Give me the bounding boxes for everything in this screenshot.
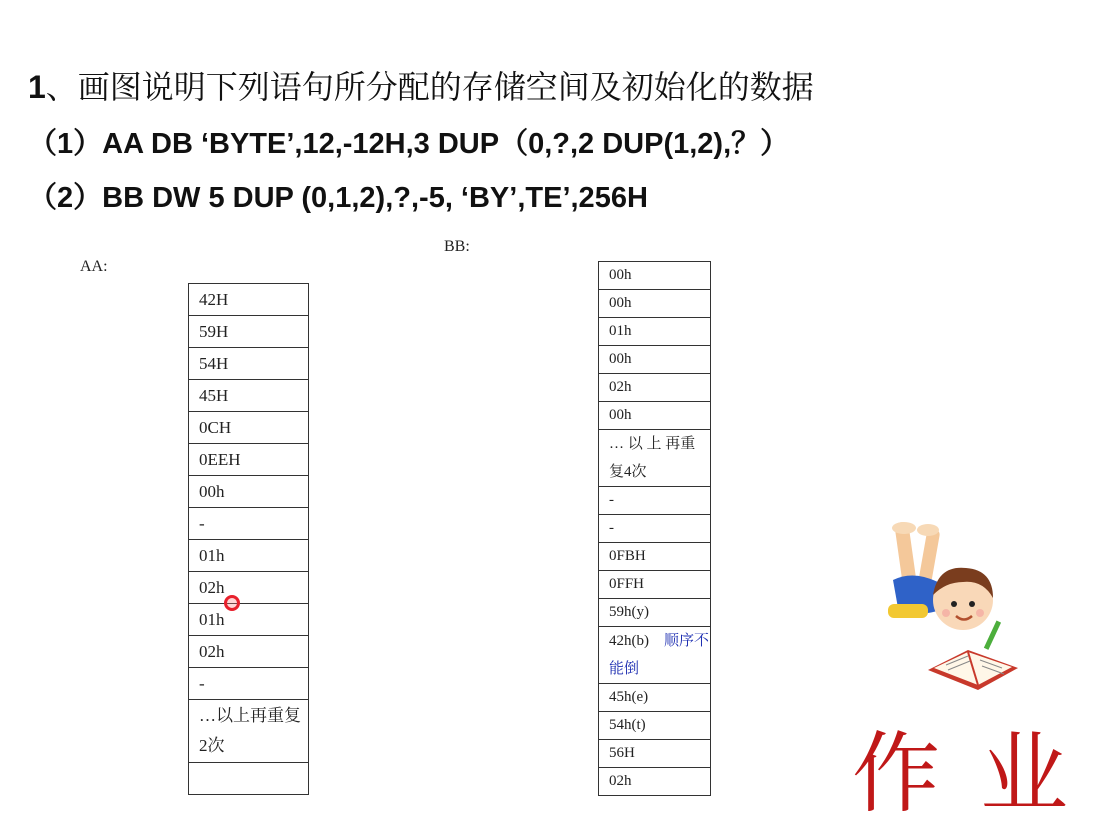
memory-cell: 02h	[599, 768, 711, 796]
table-row	[189, 348, 309, 380]
memory-cell: 00h	[599, 346, 711, 374]
memory-cell: -	[189, 508, 309, 540]
memory-cell: 01h	[189, 604, 309, 636]
table-row	[189, 508, 309, 540]
memory-cell: -	[599, 515, 711, 543]
table-row	[599, 374, 711, 402]
memory-cell: 0FBH	[599, 543, 711, 571]
bb-memory-table	[598, 261, 711, 796]
table-row	[599, 571, 711, 599]
statement-1: （1）AA DB ‘BYTE’,12,-12H,3 DUP（0,?,2 DUP(1,2),？）	[28, 128, 790, 160]
memory-cell: 45h(e)	[599, 684, 711, 712]
table-row	[599, 543, 711, 571]
table-row	[189, 763, 309, 795]
memory-cell: 02h	[189, 572, 309, 604]
memory-cell: 54H	[189, 348, 309, 380]
memory-cell: 56H	[599, 740, 711, 768]
memory-cell: 59H	[189, 316, 309, 348]
table-row	[599, 515, 711, 543]
table-row	[189, 316, 309, 348]
order-note: 顺序不能倒	[609, 633, 710, 677]
memory-cell: 00h	[599, 290, 711, 318]
memory-cell: 59h(y)	[599, 599, 711, 627]
memory-cell: 00h	[599, 402, 711, 430]
memory-cell: 0CH	[189, 412, 309, 444]
memory-cell: -	[599, 487, 711, 515]
table-row	[189, 444, 309, 476]
memory-cell: 42H	[189, 284, 309, 316]
memory-cell: 01h	[599, 318, 711, 346]
pointer-cursor-icon	[224, 595, 240, 611]
reading-child-icon	[868, 520, 1048, 700]
memory-cell-empty	[189, 763, 309, 795]
table-row	[189, 572, 309, 604]
table-row	[189, 636, 309, 668]
repeat-note-cell: …以上再重复2次	[189, 700, 309, 763]
table-row	[189, 604, 309, 636]
table-row	[189, 412, 309, 444]
homework-label: 作业	[852, 722, 1109, 825]
table-row	[599, 768, 711, 796]
memory-cell: 00h	[599, 262, 711, 290]
question-number: 1	[28, 69, 46, 105]
table-row	[599, 402, 711, 430]
table-row	[599, 627, 711, 684]
table-row	[599, 430, 711, 487]
memory-cell: 01h	[189, 540, 309, 572]
table-row	[599, 346, 711, 374]
table-row	[599, 740, 711, 768]
memory-cell: 00h	[189, 476, 309, 508]
table-row	[599, 712, 711, 740]
table-row	[189, 380, 309, 412]
table-row	[599, 684, 711, 712]
memory-value: 42h(b)	[609, 633, 649, 649]
question-title	[28, 62, 814, 108]
table-row	[599, 487, 711, 515]
question-text: 、画图说明下列语句所分配的存储空间及初始化的数据	[45, 68, 814, 106]
memory-cell: 45H	[189, 380, 309, 412]
table-row	[599, 290, 711, 318]
memory-cell: 0EEH	[189, 444, 309, 476]
memory-cell: 02h	[599, 374, 711, 402]
aa-memory-table	[188, 283, 309, 795]
table-row	[189, 540, 309, 572]
table-row	[599, 318, 711, 346]
table-row	[189, 700, 309, 763]
table-row	[189, 284, 309, 316]
memory-cell: 0FFH	[599, 571, 711, 599]
bb-label: BB:	[444, 238, 470, 255]
table-row	[599, 262, 711, 290]
statement-2: （2）BB DW 5 DUP (0,1,2),?,-5, ‘BY’,TE’,256H	[28, 182, 648, 214]
table-row	[189, 668, 309, 700]
repeat-note-cell: … 以 上 再重复4次	[599, 430, 711, 487]
aa-label: AA:	[80, 258, 108, 275]
table-row	[599, 599, 711, 627]
memory-cell: 54h(t)	[599, 712, 711, 740]
table-row	[189, 476, 309, 508]
memory-cell: -	[189, 668, 309, 700]
order-note-cell	[599, 627, 711, 684]
memory-cell: 02h	[189, 636, 309, 668]
